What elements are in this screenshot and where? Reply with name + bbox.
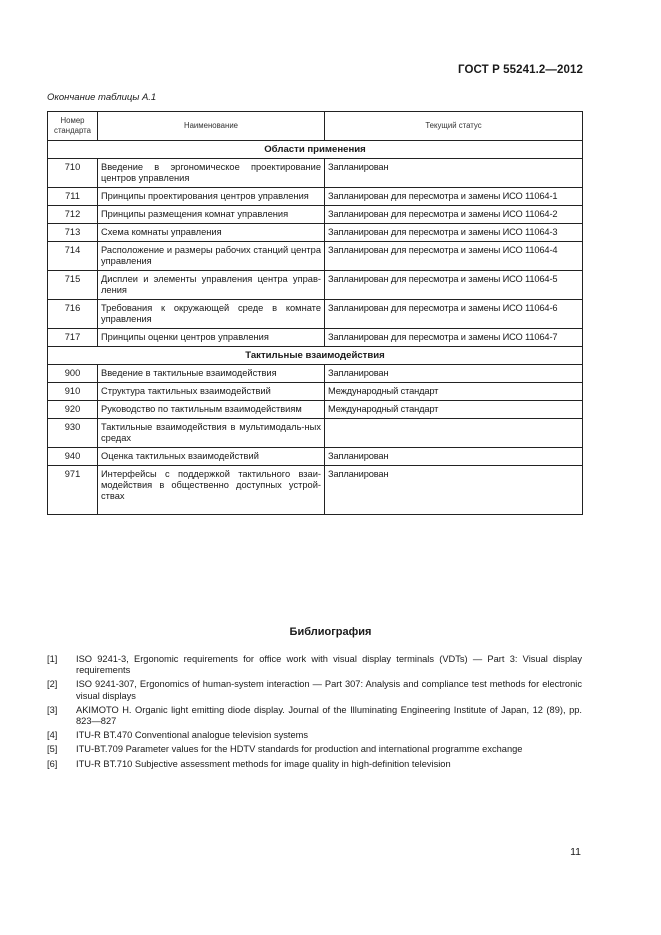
standard-number: 716 [48,300,98,329]
reference-text: ISO 9241-307, Ergonomics of human-system interaction — Part 307: Analysis and compliance test methods for electronic visual displays [76,679,582,701]
reference-number: [3] [47,704,58,715]
standard-number: 930 [48,419,98,448]
reference-number: [5] [47,744,58,755]
table-row [48,242,583,271]
standard-name: Введение в тактильные взаимодействия [98,365,325,383]
standard-status: Запланирован [325,365,583,383]
reference-number: [2] [47,679,58,690]
table-row [48,271,583,300]
bibliography-item [47,705,582,727]
standard-status: Запланирован для пересмотра и замены ИСО 11064-3 [325,224,583,242]
table-row [48,329,583,347]
reference-text: ITU-R BT.470 Conventional analogue television systems [76,730,309,741]
standard-status [325,419,583,448]
table-row [48,206,583,224]
standard-status: Международный стандарт [325,401,583,419]
standard-number: 713 [48,224,98,242]
standard-number: 710 [48,159,98,188]
section-title: Области применения [48,141,583,159]
standard-number: 715 [48,271,98,300]
standard-status: Запланирован для пересмотра и замены ИСО 11064-7 [325,329,583,347]
standard-name: Оценка тактильных взаимодействий [98,448,325,466]
standard-number: 717 [48,329,98,347]
standard-status: Запланирован для пересмотра и замены ИСО 11064-4 [325,242,583,271]
section-row [48,141,583,159]
standard-name: Принципы проектирования центров управления [98,188,325,206]
standard-status: Запланирован для пересмотра и замены ИСО 11064-5 [325,271,583,300]
standard-number: 900 [48,365,98,383]
standard-status: Запланирован [325,466,583,515]
standard-number: 711 [48,188,98,206]
table-row [48,365,583,383]
bibliography-title: Библиография [289,626,372,638]
standard-name: Дисплеи и элементы управления центра управ-ления [98,271,325,300]
standard-name: Введение в эргономическое проектирование центров управления [98,159,325,188]
standard-status: Международный стандарт [325,383,583,401]
page-number: 11 [570,846,581,858]
standard-number: 940 [48,448,98,466]
bibliography-item [47,730,582,741]
bibliography-item [47,654,582,676]
standard-status: Запланирован для пересмотра и замены ИСО 11064-2 [325,206,583,224]
reference-text: ITU-R BT.710 Subjective assessment methods for image quality in high-definition television [76,758,451,769]
standard-status: Запланирован [325,159,583,188]
standard-name: Тактильные взаимодействия в мультимодаль-ных средах [98,419,325,448]
standard-number: 714 [48,242,98,271]
standard-name: Схема комнаты управления [98,224,325,242]
table-row [48,448,583,466]
reference-text: AKIMOTO H. Organic light emitting diode display. Journal of the Illuminating Engineering Institute of Japan, 12 (89), pp. 823—827 [76,704,582,727]
table-row [48,419,583,448]
section-title: Тактильные взаимодействия [48,347,583,365]
reference-text: ISO 9241-3, Ergonomic requirements for office work with visual display terminals (VDTs) — Part 3: Visual display requirements [76,654,582,676]
table-row [48,224,583,242]
reference-number: [6] [47,758,58,769]
table-row [48,188,583,206]
table-row [48,159,583,188]
standard-status: Запланирован для пересмотра и замены ИСО 11064-6 [325,300,583,329]
bibliography-item [47,759,582,770]
reference-text: ITU-BT.709 Parameter values for the HDTV standards for production and international programme exchange [76,744,523,755]
standard-name: Интерфейсы с поддержкой тактильного взаи-модействия в общественно доступных устрой-ствах [98,466,325,515]
document-code: ГОСТ Р 55241.2—2012 [458,64,583,76]
bibliography-item [47,744,582,755]
standard-name: Структура тактильных взаимодействий [98,383,325,401]
column-header-number: Номер стандарта [48,112,98,141]
reference-number: [1] [47,654,58,664]
table-row [48,300,583,329]
table-caption: Окончание таблицы А.1 [47,92,157,103]
section-row [48,347,583,365]
standard-name: Расположение и размеры рабочих станций центра управления [98,242,325,271]
standard-name: Руководство по тактильным взаимодействиям [98,401,325,419]
standard-status: Запланирован [325,448,583,466]
column-header-name: Наименование [98,112,325,141]
table-row [48,466,583,515]
standard-name: Принципы размещения комнат управления [98,206,325,224]
standard-name: Требования к окружающей среде в комнате управления [98,300,325,329]
table-row [48,401,583,419]
table-body [48,141,583,515]
bibliography-list [47,654,582,773]
standard-number: 920 [48,401,98,419]
standard-number: 712 [48,206,98,224]
table-row [48,383,583,401]
standard-number: 910 [48,383,98,401]
reference-number: [4] [47,730,58,741]
table-header-row [48,112,583,141]
standard-number: 971 [48,466,98,515]
standard-status: Запланирован для пересмотра и замены ИСО 11064-1 [325,188,583,206]
standards-table [47,111,583,515]
bibliography-item [47,679,582,701]
column-header-status: Текущий статус [325,112,583,141]
standard-name: Принципы оценки центров управления [98,329,325,347]
